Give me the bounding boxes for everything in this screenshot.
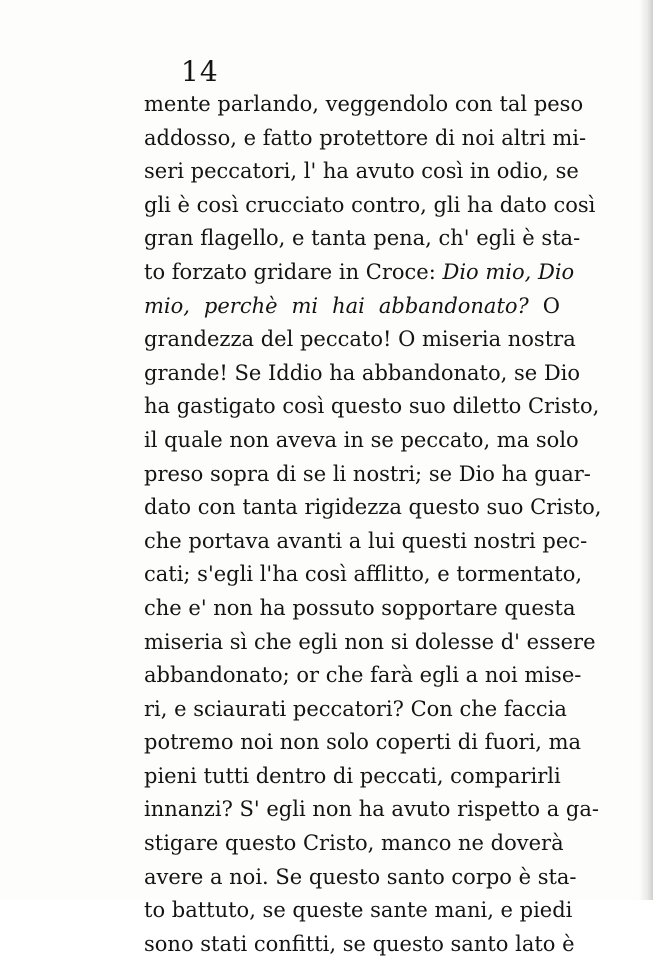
italic-quote: Dio mio, Dio [442,259,575,284]
text-line: addosso, e fatto protettore di noi altri mi- [144,125,587,150]
italic-quote: mio, perchè mi hai abbandonato? [144,293,529,318]
page-number: 14 [181,55,219,88]
text-line: grandezza del peccato! O miseria nostra [144,327,576,352]
text-line: seri peccatori, l' ha avuto così in odio, se [144,159,579,184]
text-line: preso sopra di se li nostri; se Dio ha guar- [144,461,591,486]
text-line: avere a noi. Se questo santo corpo è sta- [144,864,577,889]
text-line: miseria sì che egli non si dolesse d' essere [144,629,596,654]
text-line: potremo noi non solo coperti di fuori, ma [144,730,582,755]
text-line: gli è così crucciato contro, gli ha dato così [144,192,596,217]
text-line: mente parlando, veggendolo con tal peso [144,92,584,116]
text-line: stigare questo Cristo, manco ne doverà [144,831,564,856]
text-line-with-italic [144,290,560,324]
text-line: gran flagello, e tanta pena, ch' egli è sta- [144,226,581,251]
text-line: che portava avanti a lui questi nostri pec- [144,528,588,553]
text-line-with-italic [144,256,575,290]
text-line: ha gastigato così questo suo diletto Cristo, [144,394,600,419]
text-line: cati; s'egli l'ha così afflitto, e tormentato, [144,562,583,587]
text-segment: to forzato gridare in Croce: [144,259,436,284]
text-segment: O [542,293,560,318]
text-line: grande! Se Iddio ha abbandonato, se Dio [144,360,581,385]
body-text [144,88,602,961]
text-line: ri, e sciaurati peccatori? Con che faccia [144,696,567,721]
text-line: to battuto, se queste sante mani, e piedi [144,898,573,923]
text-line: innanzi? S' egli non ha avuto rispetto a ga- [144,797,599,822]
text-line: che e' non ha possuto sopportare questa [144,595,576,620]
text-line: il quale non aveva in se peccato, ma solo [144,427,579,452]
text-line: abbandonato; or che farà egli a noi mise- [144,663,582,688]
text-line: pieni tutti dentro di peccati, comparirli [144,763,561,788]
text-line: sono stati confitti, se questo santo lato è [144,931,575,956]
text-line: dato con tanta rigidezza questo suo Cristo, [144,495,602,520]
page-edge-shadow [639,0,653,900]
